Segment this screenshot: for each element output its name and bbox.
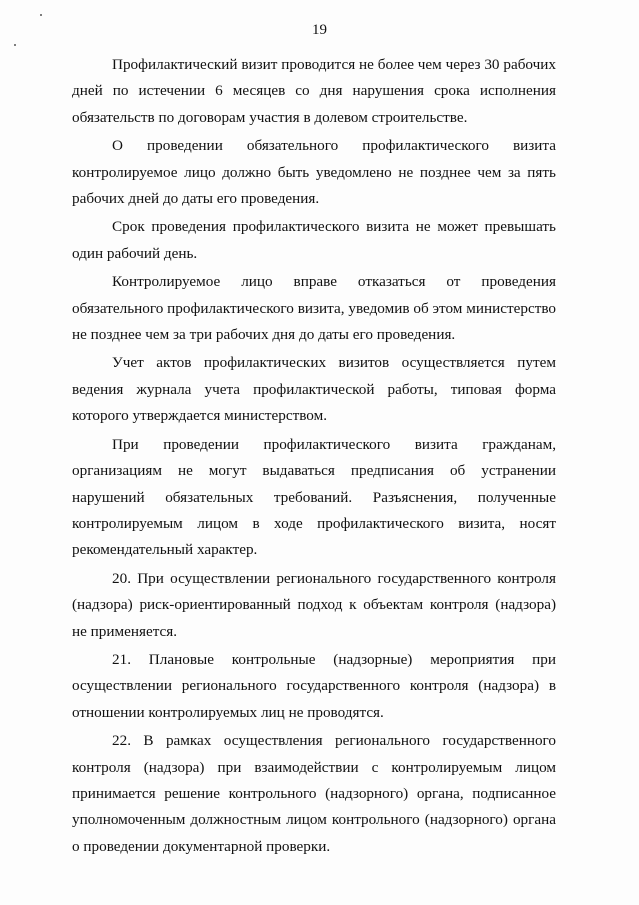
paragraph: Профилактический визит проводится не более чем через 30 рабочих дней по истечении 6 месяцев со дня нарушения срока исполнения обязательств по договорам участия в долевом строительстве. bbox=[72, 56, 556, 126]
paragraph: При проведении профилактического визита гражданам, организациям не могут выдаваться предписания об устранении нарушений обязательных требований. Разъяснения, полученные контролируемым лицом в ходе профилактического визита, носят рекомендательный характер. bbox=[72, 435, 556, 559]
paragraph: Учет актов профилактических визитов осуществляется путем ведения журнала учета профилактической работы, типовая форма которого утверждается министерством. bbox=[72, 354, 556, 425]
paragraph: Срок проведения профилактического визита не может превышать один рабочий день. bbox=[72, 218, 556, 262]
paragraph: Контролируемое лицо вправе отказаться от проведения обязательного профилактического визита, уведомив об этом министерство не позднее чем за три рабочих дня до даты его проведения. bbox=[72, 273, 556, 344]
page-number: 19 bbox=[312, 22, 327, 38]
paragraph: 21. Плановые контрольные (надзорные) мероприятия при осуществлении регионального государственного контроля (надзора) в отношении контролируемых лиц не проводятся. bbox=[72, 650, 556, 721]
scan-speck bbox=[40, 14, 42, 16]
document-body bbox=[72, 52, 556, 862]
scan-speck bbox=[14, 44, 16, 46]
paragraph: 20. При осуществлении регионального государственного контроля (надзора) риск-ориентированный подход к объектам контроля (надзора) не применяется. bbox=[72, 569, 556, 640]
paragraph: О проведении обязательного профилактического визита контролируемое лицо должно быть уведомлено не позднее чем за пять рабочих дней до даты его проведения. bbox=[72, 137, 556, 208]
paragraph: 22. В рамках осуществления регионального государственного контроля (надзора) при взаимодействии с контролируемым лицом принимается решение контрольного (надзорного) органа, подписанное уполномоченным должностным лицом контрольного (надзорного) органа о проведении документарной проверки. bbox=[72, 732, 556, 855]
